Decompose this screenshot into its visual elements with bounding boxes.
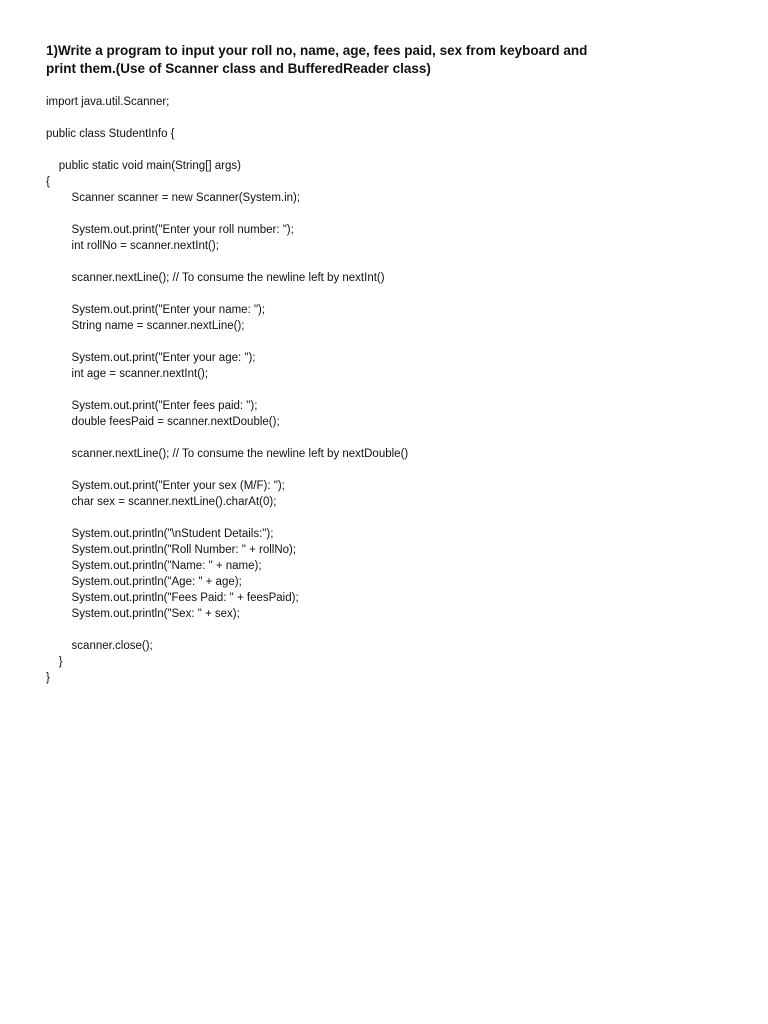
code-line: scanner.close(); xyxy=(46,640,153,652)
code-line: System.out.println("Sex: " + sex); xyxy=(46,608,240,620)
code-line: int rollNo = scanner.nextInt(); xyxy=(46,240,219,252)
code-line xyxy=(46,286,726,302)
code-line xyxy=(46,510,726,526)
code-line: import java.util.Scanner; xyxy=(46,96,170,108)
code-line: } xyxy=(46,656,63,668)
question-heading xyxy=(46,42,726,78)
code-line: System.out.println("Fees Paid: " + feesPaid); xyxy=(46,592,299,604)
code-line: char sex = scanner.nextLine().charAt(0); xyxy=(46,496,277,508)
code-line: System.out.print("Enter your name: "); xyxy=(46,304,266,316)
code-line xyxy=(46,430,726,446)
code-line: System.out.println("Age: " + age); xyxy=(46,576,242,588)
code-line xyxy=(46,142,726,158)
code-line: double feesPaid = scanner.nextDouble(); xyxy=(46,416,280,428)
code-line: System.out.print("Enter your sex (M/F): "); xyxy=(46,480,285,492)
code-line: } xyxy=(46,672,50,684)
code-line: System.out.print("Enter fees paid: "); xyxy=(46,400,258,412)
code-line xyxy=(46,254,726,270)
code-line: int age = scanner.nextInt(); xyxy=(46,368,209,380)
code-line: scanner.nextLine(); // To consume the newline left by nextInt() xyxy=(46,272,385,284)
code-block xyxy=(46,94,726,686)
code-line: String name = scanner.nextLine(); xyxy=(46,320,245,332)
code-line: System.out.println("Name: " + name); xyxy=(46,560,262,572)
code-line: System.out.println("Roll Number: " + rollNo); xyxy=(46,544,297,556)
code-line: System.out.print("Enter your age: "); xyxy=(46,352,256,364)
code-line: public class StudentInfo { xyxy=(46,128,175,140)
code-line xyxy=(46,334,726,350)
code-line xyxy=(46,110,726,126)
code-line: scanner.nextLine(); // To consume the newline left by nextDouble() xyxy=(46,448,409,460)
code-line xyxy=(46,622,726,638)
code-line: { xyxy=(46,176,50,188)
code-line xyxy=(46,462,726,478)
heading-line: print them.(Use of Scanner class and BufferedReader class) xyxy=(46,61,431,76)
code-line: System.out.println("\nStudent Details:"); xyxy=(46,528,274,540)
code-line: System.out.print("Enter your roll number: "); xyxy=(46,224,294,236)
code-line: Scanner scanner = new Scanner(System.in); xyxy=(46,192,301,204)
code-line xyxy=(46,382,726,398)
code-line: public static void main(String[] args) xyxy=(46,160,241,172)
heading-line: 1)Write a program to input your roll no, name, age, fees paid, sex from keyboard and xyxy=(46,43,588,58)
code-line xyxy=(46,206,726,222)
